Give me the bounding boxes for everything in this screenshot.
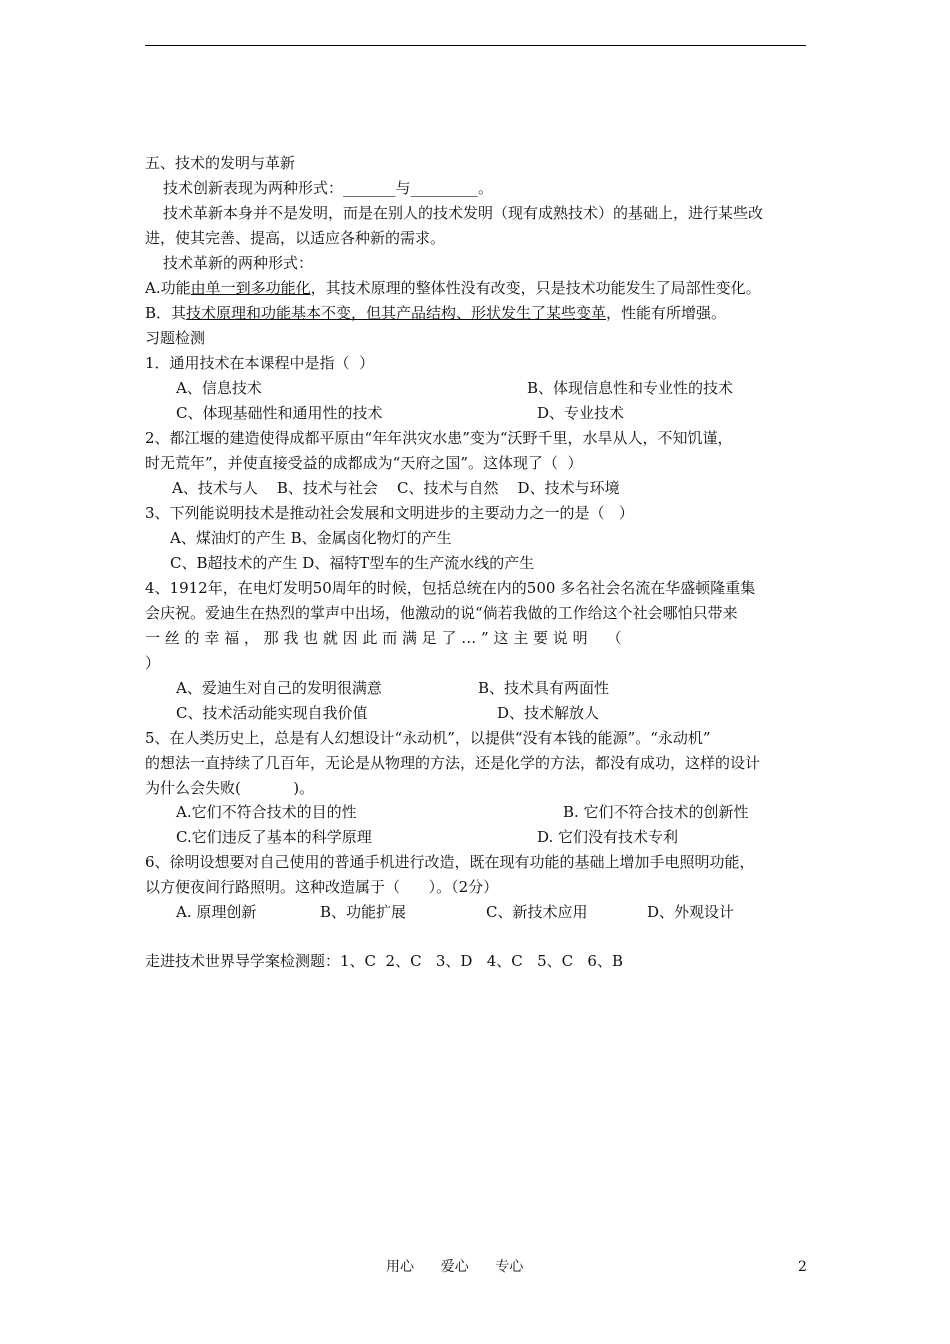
q4-option-a: A、爱迪生对自己的发明很满意 <box>176 679 382 697</box>
q4-option-d: D、技术解放人 <box>497 704 600 722</box>
q4-option-b: B、技术具有两面性 <box>478 679 610 697</box>
q1-option-a: A、信息技术 <box>176 379 262 397</box>
q1-option-c: C、体现基础性和通用性的技术 <box>176 404 383 422</box>
forms-line: 技术创新表现为两种形式：_______与_________。 <box>163 179 494 197</box>
q4-stem-1: 4、1912年，在电灯发明50周年的时候，包括总统在内的500 多名社会名流在华盛顿隆重集 <box>145 579 756 597</box>
q6-option-c: C、新技术应用 <box>486 903 588 921</box>
q5-option-d: D. 它们没有技术专利 <box>537 828 679 846</box>
q4-stem-2: 会庆祝。爱迪生在热烈的掌声中出场，他激动的说“倘若我做的工作给这个社会哪怕只带来 <box>145 604 738 622</box>
q5-option-a: A.它们不符合技术的目的性 <box>176 803 357 821</box>
q6-option-b: B、功能扩展 <box>320 903 407 921</box>
page-number: 2 <box>798 1259 807 1275</box>
q1-option-b: B、体现信息性和专业性的技术 <box>527 379 734 397</box>
q2-stem-2: 时无荒年”，并使直接受益的成都成为“天府之国”。这体现了（ ） <box>145 454 583 472</box>
form-b-underline: 技术原理和功能基本不变，但其产品结构、形状发生了某些变革 <box>186 304 607 322</box>
footer-motto: 用心 爱心 专心 <box>386 1259 524 1275</box>
form-b: B．其技术原理和功能基本不变，但其产品结构、形状发生了某些变革，性能有所增强。 <box>145 304 727 322</box>
q3-options-cd: C、B超技术的产生 D、福特T型车的生产流水线的产生 <box>170 554 535 572</box>
definition-line-1: 技术革新本身并不是发明，而是在别人的技术发明（现有成熟技术）的基础上，进行某些改 <box>163 204 764 222</box>
header-rule <box>145 45 806 46</box>
q3-stem: 3、下列能说明技术是推动社会发展和文明进步的主要动力之一的是（ ） <box>145 504 634 522</box>
q2-options: A、技术与人 B、技术与社会 C、技术与自然 D、技术与环境 <box>172 479 620 497</box>
form-a: A.功能由单一到多功能化，其技术原理的整体性没有改变，只是技术功能发生了局部性变化。 <box>145 279 761 297</box>
q5-stem-1: 5、在人类历史上，总是有人幻想设计“永动机”，以提供“没有本钱的能源”。“永动机” <box>145 729 711 747</box>
q1-option-d: D、专业技术 <box>537 404 625 422</box>
answer-key: 走进技术世界导学案检测题：1、C 2、C 3、D 4、C 5、C 6、B <box>145 952 623 970</box>
definition-line-2: 进，使其完善、提高，以适应各种新的需求。 <box>145 229 446 247</box>
q4-option-c: C、技术活动能实现自我价值 <box>176 704 368 722</box>
q5-stem-3: 为什么会失败( )。 <box>145 779 315 797</box>
q5-option-b: B. 它们不符合技术的创新性 <box>563 803 749 821</box>
q6-stem-2: 以方便夜间行路照明。这种改造属于（ ）。（2分） <box>145 878 499 896</box>
q6-option-d: D、外观设计 <box>647 903 735 921</box>
q5-option-c: C.它们违反了基本的科学原理 <box>176 828 372 846</box>
section-title: 五、技术的发明与革新 <box>145 154 296 172</box>
q2-stem-1: 2、都江堰的建造使得成都平原由“年年洪灾水患”变为“沃野千里，水旱从人，不知饥谨， <box>145 429 733 447</box>
q4-stem-3: 一 丝 的 幸 福 ， 那 我 也 就 因 此 而 满 足 了 … ” 这 主 要 说 明 （ <box>145 629 622 647</box>
form-a-underline: 由单一到多功能化 <box>190 279 311 297</box>
q5-stem-2: 的想法一直持续了几百年，无论是从物理的方法，还是化学的方法，都没有成功，这样的设计 <box>145 754 761 772</box>
q1-stem: 1．通用技术在本课程中是指（ ） <box>145 354 375 372</box>
two-forms-heading: 技术革新的两种形式： <box>163 254 314 272</box>
exercise-title: 习题检测 <box>145 329 206 347</box>
q6-stem-1: 6、徐明设想要对自己使用的普通手机进行改造，既在现有功能的基础上增加手电照明功能， <box>145 853 755 871</box>
q3-options-ab: A、煤油灯的产生 B、金属卤化物灯的产生 <box>170 529 452 547</box>
q6-option-a: A. 原理创新 <box>176 903 257 921</box>
q4-stem-4: ） <box>145 654 161 672</box>
